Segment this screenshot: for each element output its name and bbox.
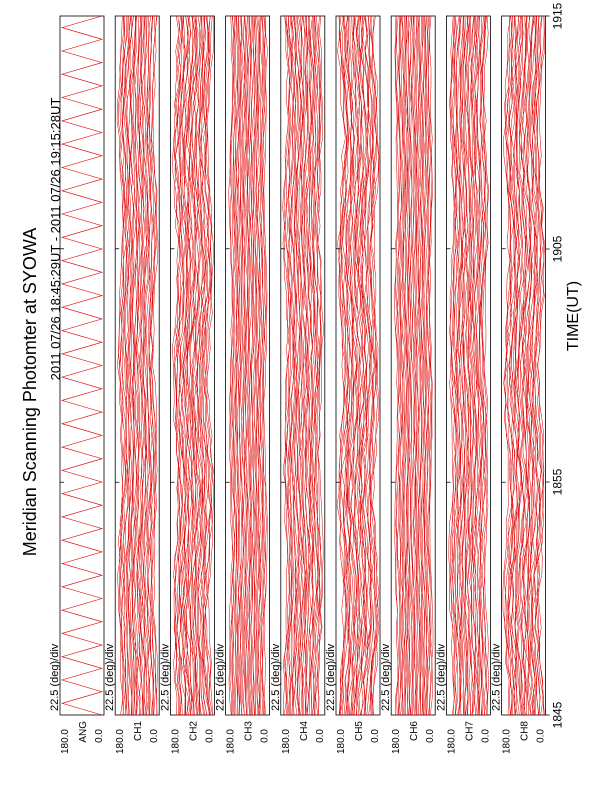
scale-label: 22.5 (deg)/div [214, 643, 227, 711]
y-min-label: 0.0 [314, 729, 326, 743]
y-min-label: 0.0 [370, 729, 381, 743]
panel-ch6 [380, 16, 436, 754]
panel-name-label: CH6 [409, 721, 421, 742]
panel-traces [283, 16, 324, 715]
channel-trace [259, 16, 263, 715]
scale-label: 22.5 (deg)/div [159, 643, 172, 711]
channel-trace [482, 16, 488, 715]
panel-ch5 [325, 16, 381, 754]
channel-trace [504, 16, 512, 715]
x-axis-label: TIME(UT) [565, 280, 582, 352]
channel-trace [196, 16, 203, 715]
channel-trace [339, 16, 347, 715]
y-min-label: 0.0 [94, 729, 105, 743]
rotated-figure [20, 2, 582, 754]
panel-traces [503, 16, 545, 715]
x-tick-label: 1915 [550, 2, 565, 30]
channel-trace [537, 16, 544, 715]
y-min-label: 0.0 [535, 729, 547, 743]
y-min-label: 0.0 [259, 729, 271, 743]
channel-trace [354, 16, 362, 715]
panel-traces [337, 16, 379, 715]
channel-trace [394, 16, 398, 715]
scale-label: 22.5 (deg)/div [104, 643, 117, 711]
channel-trace [408, 16, 412, 715]
y-max-label: 180.0 [501, 729, 513, 755]
x-tick-label: 1855 [550, 468, 565, 496]
panel-name-label: CH4 [298, 721, 310, 742]
y-min-label: 0.0 [480, 729, 492, 743]
panel-frame [336, 16, 380, 715]
scale-label: 22.5 (deg)/div [435, 643, 448, 711]
panel-traces [449, 16, 489, 715]
panel-traces [62, 16, 102, 715]
scale-label: 22.5 (deg)/div [490, 643, 503, 711]
y-max-label: 180.0 [446, 729, 458, 755]
panel-traces [229, 16, 268, 715]
y-max-label: 180.0 [115, 729, 127, 755]
panel-ch7 [435, 16, 491, 754]
panel-traces [172, 16, 213, 715]
panel-ch2 [159, 16, 215, 754]
panel-traces [394, 16, 433, 715]
scale-label: 22.5 (deg)/div [380, 643, 393, 711]
y-max-label: 180.0 [336, 729, 347, 755]
y-min-label: 0.0 [425, 729, 437, 743]
panel-name-label: CH3 [243, 721, 255, 742]
panel-ch3 [215, 16, 271, 754]
channel-trace [264, 16, 268, 715]
panel-ch4 [270, 16, 326, 754]
channel-trace [283, 16, 289, 715]
angle-trace [62, 16, 102, 715]
panel-traces [117, 16, 158, 715]
panel-name-label: CH2 [188, 721, 200, 742]
chart-title: Meridian Scanning Photomter at SYOWA [20, 227, 40, 557]
scale-label: 22.5 (deg)/div [269, 643, 282, 711]
panel-frame [170, 16, 214, 715]
panel-group [49, 16, 547, 754]
y-max-label: 180.0 [60, 729, 71, 755]
panel-name-label: CH1 [133, 721, 145, 742]
channel-trace [153, 16, 159, 715]
y-max-label: 180.0 [170, 729, 182, 755]
x-tick-label: 1905 [550, 235, 565, 263]
panel-name-label: CH8 [519, 721, 531, 742]
panel-frame [60, 16, 104, 715]
y-max-label: 180.0 [280, 729, 292, 755]
x-tick-group [546, 2, 565, 728]
panel-name-label: CH7 [464, 721, 476, 742]
panel-ch1 [104, 16, 160, 754]
panel-ch8 [491, 16, 547, 754]
scale-label: 22.5 (deg)/div [49, 643, 61, 711]
panel-name-label: ANG [78, 721, 89, 743]
chart-subtitle: 2011 07/26 18:45:29UT - 2011 07/26 19:15:28UT [48, 97, 63, 381]
y-max-label: 180.0 [225, 729, 237, 755]
y-min-label: 0.0 [204, 729, 216, 743]
channel-trace [400, 16, 404, 715]
y-min-label: 0.0 [149, 729, 161, 743]
scale-label: 22.5 (deg)/div [325, 643, 337, 711]
panel-name-label: CH5 [354, 721, 365, 742]
channel-trace [192, 16, 200, 715]
channel-trace [337, 16, 345, 715]
x-tick-label: 1845 [550, 701, 565, 729]
y-max-label: 180.0 [391, 729, 403, 755]
channel-trace [537, 16, 544, 715]
